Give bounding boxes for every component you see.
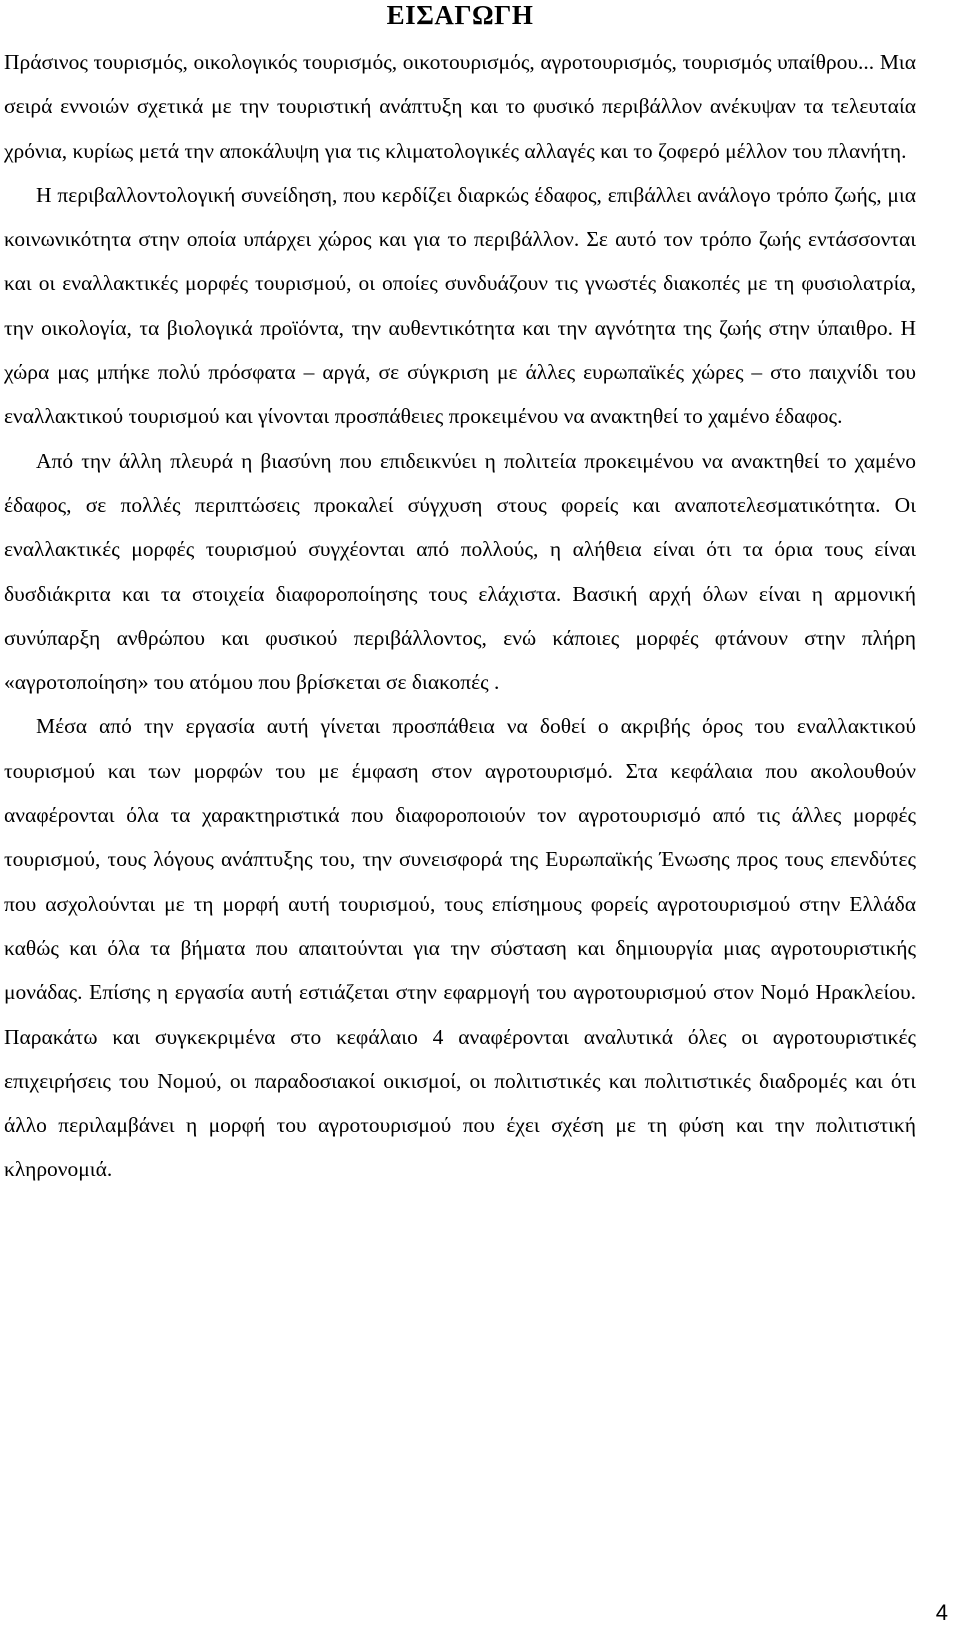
document-title: ΕΙΣΑΓΩΓΗ (386, 0, 534, 30)
paragraph-environmental-awareness: Η περιβαλλοντολογική συνείδηση, που κερδίζει διαρκώς έδαφος, επιβάλλει ανάλογο τρόπο ζωής, μια κοινωνικότητα στην οποία υπάρχει χώρος και για το περιβάλλον. Σε αυτό τον τρόπο ζωής εντάσσονται και οι εναλλακτικές μορφές τουρισμού, οι οποίες συνδυάζουν τις γνωστές διακοπές με τη φυσιολατρία, την οικολογία, τα βιολογικά προϊόντα, την αυθεντικότητα και την αγνότητα της ζωής στην ύπαιθρο. Η χώρα μας μπήκε πολύ πρόσφατα – αργά, σε σύγκριση με άλλες ευρωπαϊκές χώρες – στο παιχνίδι του εναλλακτικού τουρισμού και γίνονται προσπάθειες προκειμένου να ανακτηθεί το χαμένο έδαφος. (4, 182, 916, 429)
paragraph-purpose: Μέσα από την εργασία αυτή γίνεται προσπάθεια να δοθεί ο ακριβής όρος του εναλλακτικού τουρισμού και των μορφών του με έμφαση στον αγροτουρισμό. Στα κεφάλαια που ακολουθούν αναφέρονται όλα τα χαρακτηριστικά που διαφοροποιούν τον αγροτουρισμό από τις άλλες μορφές τουρισμού, τους λόγους ανάπτυξης του, την συνεισφορά της Ευρωπαϊκής Ένωσης προς τους επενδύτες που ασχολούνται με τη μορφή αυτή τουρισμού, τους επίσημους φορείς αγροτουρισμού στην Ελλάδα καθώς και όλα τα βήματα που απαιτούνται για την σύσταση και δημιουργία μιας αγροτουριστικής μονάδας. Επίσης η εργασία αυτή εστιάζεται στην εφαρμογή του αγροτουρισμού στον Νομό Ηρακλείου. Παρακάτω και συγκεκριμένα στο κεφάλαιο 4 αναφέρονται αναλυτικά όλες οι αγροτουριστικές επιχειρήσεις του Νομού, οι παραδοσιακοί οικισμοί, οι πολιτιστικές και πολιτιστικές διαδρομές και ότι άλλο περιλαμβάνει η μορφή του αγροτουρισμού που έχει σχέση με τη φύση και την πολιτιστική κληρονομιά. (4, 714, 916, 1182)
paragraph-intro: Πράσινος τουρισμός, οικολογικός τουρισμός, οικοτουρισμός, αγροτουρισμός, τουρισμός υπαίθρου... Μια σειρά εννοιών σχετικά με την τουριστική ανάπτυξη και το φυσικό περιβάλλον ανέκυψαν τα τελευταία χρόνια, κυρίως μετά την αποκάλυψη για τις κλιματολογικές αλλαγές και το ζοφερό μέλλον του πλανήτη. (4, 50, 916, 163)
page-number: 4 (935, 1600, 948, 1625)
document-page (4, 0, 916, 1192)
paragraph-state-haste: Από την άλλη πλευρά η βιασύνη που επιδεικνύει η πολιτεία προκειμένου να ανακτηθεί το χαμένο έδαφος, σε πολλές περιπτώσεις προκαλεί σύγχυση στους φορείς και αναποτελεσματικότητα. Οι εναλλακτικές μορφές τουρισμού συγχέονται από πολλούς, η αλήθεια είναι ότι τα όρια τους είναι δυσδιάκριτα και τα στοιχεία διαφοροποίησης τους ελάχιστα. Βασική αρχή όλων είναι η αρμονική συνύπαρξη ανθρώπου και φυσικού περιβάλλοντος, ενώ κάποιες μορφές φτάνουν στην πλήρη «αγροτοποίηση» του ατόμου που βρίσκεται σε διακοπές . (4, 448, 916, 695)
